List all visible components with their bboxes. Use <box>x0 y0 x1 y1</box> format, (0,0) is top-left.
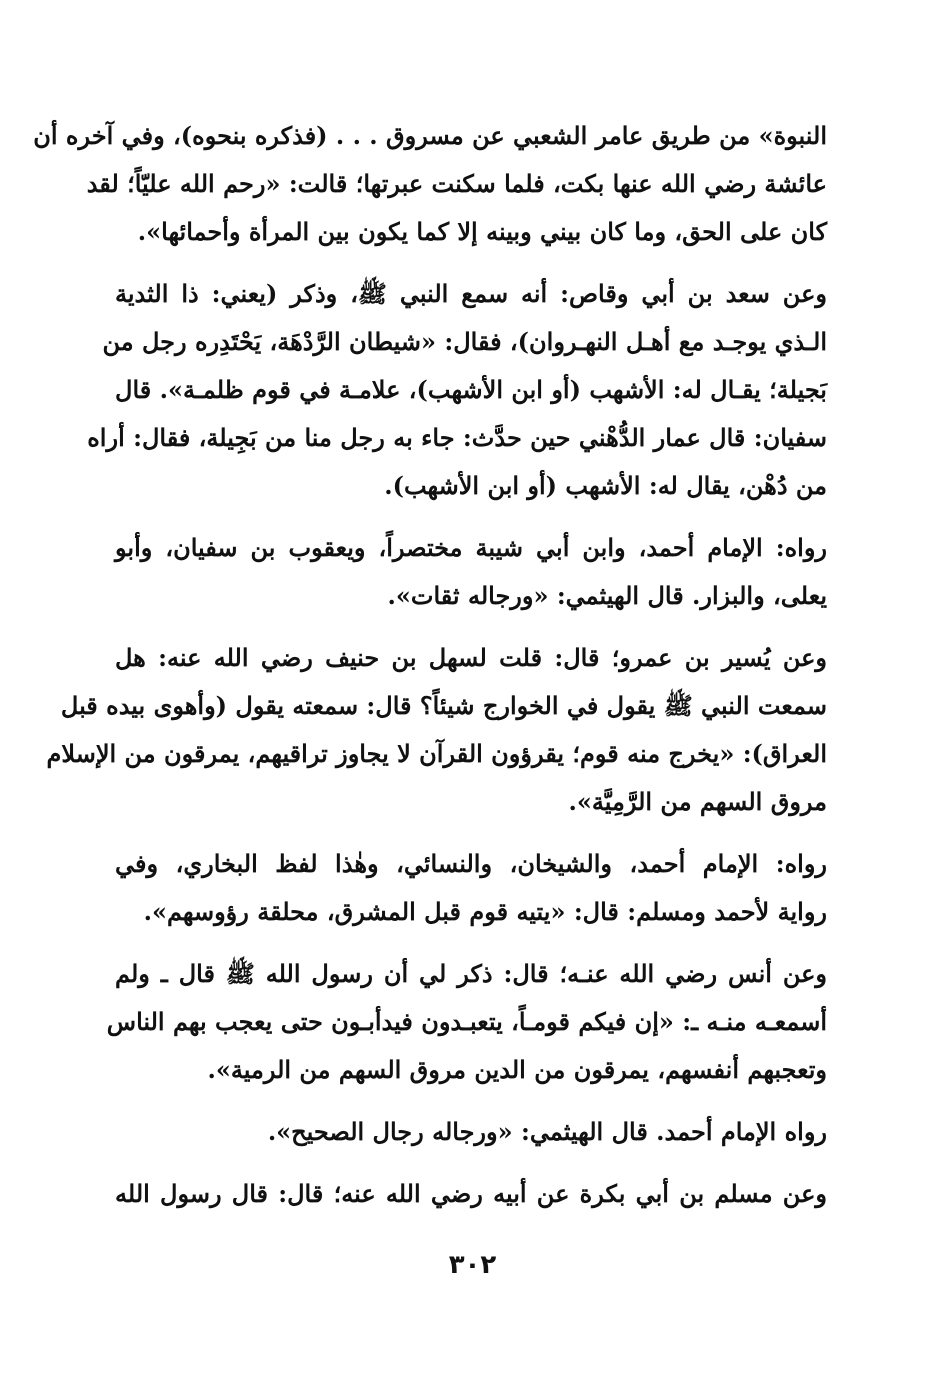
text-line: النبوة» من طريق عامر الشعبي عن مسروق . . . (فذكره بنحوه)، وفي آخره أن <box>33 121 827 150</box>
text-line: رواه: الإمام أحمد، وابن أبي شيبة مختصراً، ويعقوب بن سفيان، وأبو <box>115 533 827 562</box>
text-line: أسمعـه منـه ـ: «إن فيكم قومـاً، يتعبـدون فيدأبـون حتى يعجب بهم الناس <box>106 1007 827 1036</box>
paragraph-anas <box>106 950 827 1094</box>
text-line: العراق): «يخرج منه قوم؛ يقرؤون القرآن لا يجاوز تراقيهم، يمرقون من الإسلام <box>46 739 827 768</box>
text-line: وعن أنس رضي الله عنـه؛ قال: ذكر لي أن رسول الله ﷺ قال ـ ولم <box>115 959 827 988</box>
text-line: كان على الحق، وما كان بيني وبينه إلا كما يكون بين المرأة وأحمائها». <box>137 217 827 246</box>
paragraph-narration-1 <box>115 524 827 620</box>
text-line: مروق السهم من الرَّمِيَّة». <box>568 787 827 816</box>
text-line: رواية لأحمد ومسلم: قال: «يتيه قوم قبل المشرق، محلقة رؤوسهم». <box>143 897 827 926</box>
text-line: سفيان: قال عمار الدُّهْني حين حدَّث: جاء به رجل منا من بَجِيلة، فقال: أراه <box>87 423 827 452</box>
page-number: ٣٠٢ <box>448 1250 497 1280</box>
text-line: سمعت النبي ﷺ يقول في الخوارج شيئاً؟ قال: سمعته يقول (وأهوى بيده قبل <box>60 691 827 720</box>
page-body <box>33 112 827 1232</box>
text-line: بَجيلة؛ يقـال له: الأشهب (أو ابن الأشهب)، علامـة في قوم ظلمـة». قال <box>115 375 827 404</box>
paragraph-narration-3 <box>115 1108 827 1156</box>
text-line: من دُهْن، يقال له: الأشهب (أو ابن الأشهب). <box>384 471 827 500</box>
text-line: الـذي يوجـد مع أهـل النهـروان)، فقال: «شيطان الرَّدْهَة، يَحْتَدِره رجل من <box>102 327 827 356</box>
paragraph-saad <box>87 270 827 510</box>
text-line: رواه: الإمام أحمد، والشيخان، والنسائي، وهٰذا لفظ البخاري، وفي <box>115 849 827 878</box>
paragraph-aisha <box>33 112 827 256</box>
paragraph-narration-2 <box>115 840 827 936</box>
text-line: يعلى، والبزار. قال الهيثمي: «ورجاله ثقات». <box>387 581 827 610</box>
text-line: وعن سعد بن أبي وقاص: أنه سمع النبي ﷺ، وذكر (يعني: ذا الثدية <box>115 279 827 308</box>
text-line: عائشة رضي الله عنها بكت، فلما سكنت عبرتها؛ قالت: «رحم الله عليّاً؛ لقد <box>86 169 827 198</box>
text-line: وعن مسلم بن أبي بكرة عن أبيه رضي الله عنه؛ قال: قال رسول الله <box>115 1179 827 1208</box>
text-line: وعن يُسير بن عمرو؛ قال: قلت لسهل بن حنيف رضي الله عنه: هل <box>115 643 827 672</box>
text-line: رواه الإمام أحمد. قال الهيثمي: «ورجاله رجال الصحيح». <box>267 1117 827 1146</box>
paragraph-yusair <box>46 634 827 826</box>
text-line: وتعجبهم أنفسهم، يمرقون من الدين مروق السهم من الرمية». <box>207 1055 827 1084</box>
paragraph-muslim-bakra <box>115 1170 827 1218</box>
